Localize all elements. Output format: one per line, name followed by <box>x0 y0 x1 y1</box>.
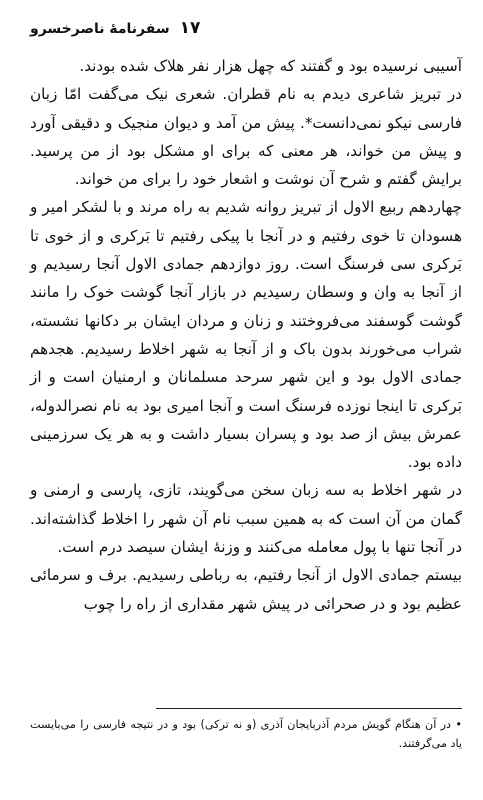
footnote: • در آن هنگام گویش مردم آذربایجان آذری (و نه ترکی) بود و در نتیجه فارسی را می‌بایست یاد می‌گرفتند. <box>30 718 462 750</box>
page-number: ۱۷ <box>179 18 201 38</box>
paragraph: بیستم جمادی الاول از آنجا رفتیم، به رباطی رسیدیم. برف و سرمائی عظیم بود و در صحرائی در پیش شهر مقداری از راه را چوب <box>30 566 462 613</box>
paragraph: در شهر اخلاط به سه زبان سخن می‌گویند، تازی، پارسی و ارمنی و گمان من آن است که به همین سبب نام آن شهر را اخلاط گذاشته‌اند. در آنجا تنها با پول معامله می‌کنند و وزنهٔ ایشان سیصد درم است. <box>30 481 462 557</box>
paragraph: چهاردهم ربیع الاول از تبریز روانه شدیم به راه مرند و با لشکر امیر و هسودان تا خوی رفتیم و در آنجا با پیکی رفتیم تا بَرکری و از خوی تا بَرکری سی فرسنگ است. روز دوازدهم جمادی الاول آنجا رسیدیم و از آنجا به وان و وسطان رسیدیم در بازار آنجا گوشت خوک را مانند گوشت گوسفند می‌فروختند و زنان و مردان ایشان بر دکانها نشسته، شراب می‌خورند بدون باک و از آنجا به شهر اخلاط رسیدیم. هجدهم جمادی الاول بود و این شهر سرحد مسلمانان و ارمنیان است و از بَرکری تا اینجا نوزده فرسنگ است و آنجا امیری بود به نام نصرالدوله، عمرش بیش از صد بود و پسران بسیار داشت و به هر یک سرزمینی داده بود. <box>30 198 462 472</box>
book-page <box>30 18 462 788</box>
running-title: سفرنامهٔ ناصرخسرو <box>30 21 170 37</box>
footnote-divider <box>156 708 462 709</box>
paragraph: در تبریز شاعری دیدم به نام قطران. شعری نیک می‌گفت امّا زبان فارسی نیکو نمی‌دانست*. پیش من آمد و دیوان منجیک و دقیقی آورد و پیش من خواند، هر معنی که برای او مشکل بود از من پرسید. برایش گفتم و شرح آن نوشت و اشعار خود را برای من خواند. <box>30 85 462 189</box>
page-header <box>30 18 462 52</box>
paragraph: آسیبی نرسیده بود و گفتند که چهل هزار نفر هلاک شده بودند. <box>79 57 462 75</box>
body-text <box>30 52 462 618</box>
